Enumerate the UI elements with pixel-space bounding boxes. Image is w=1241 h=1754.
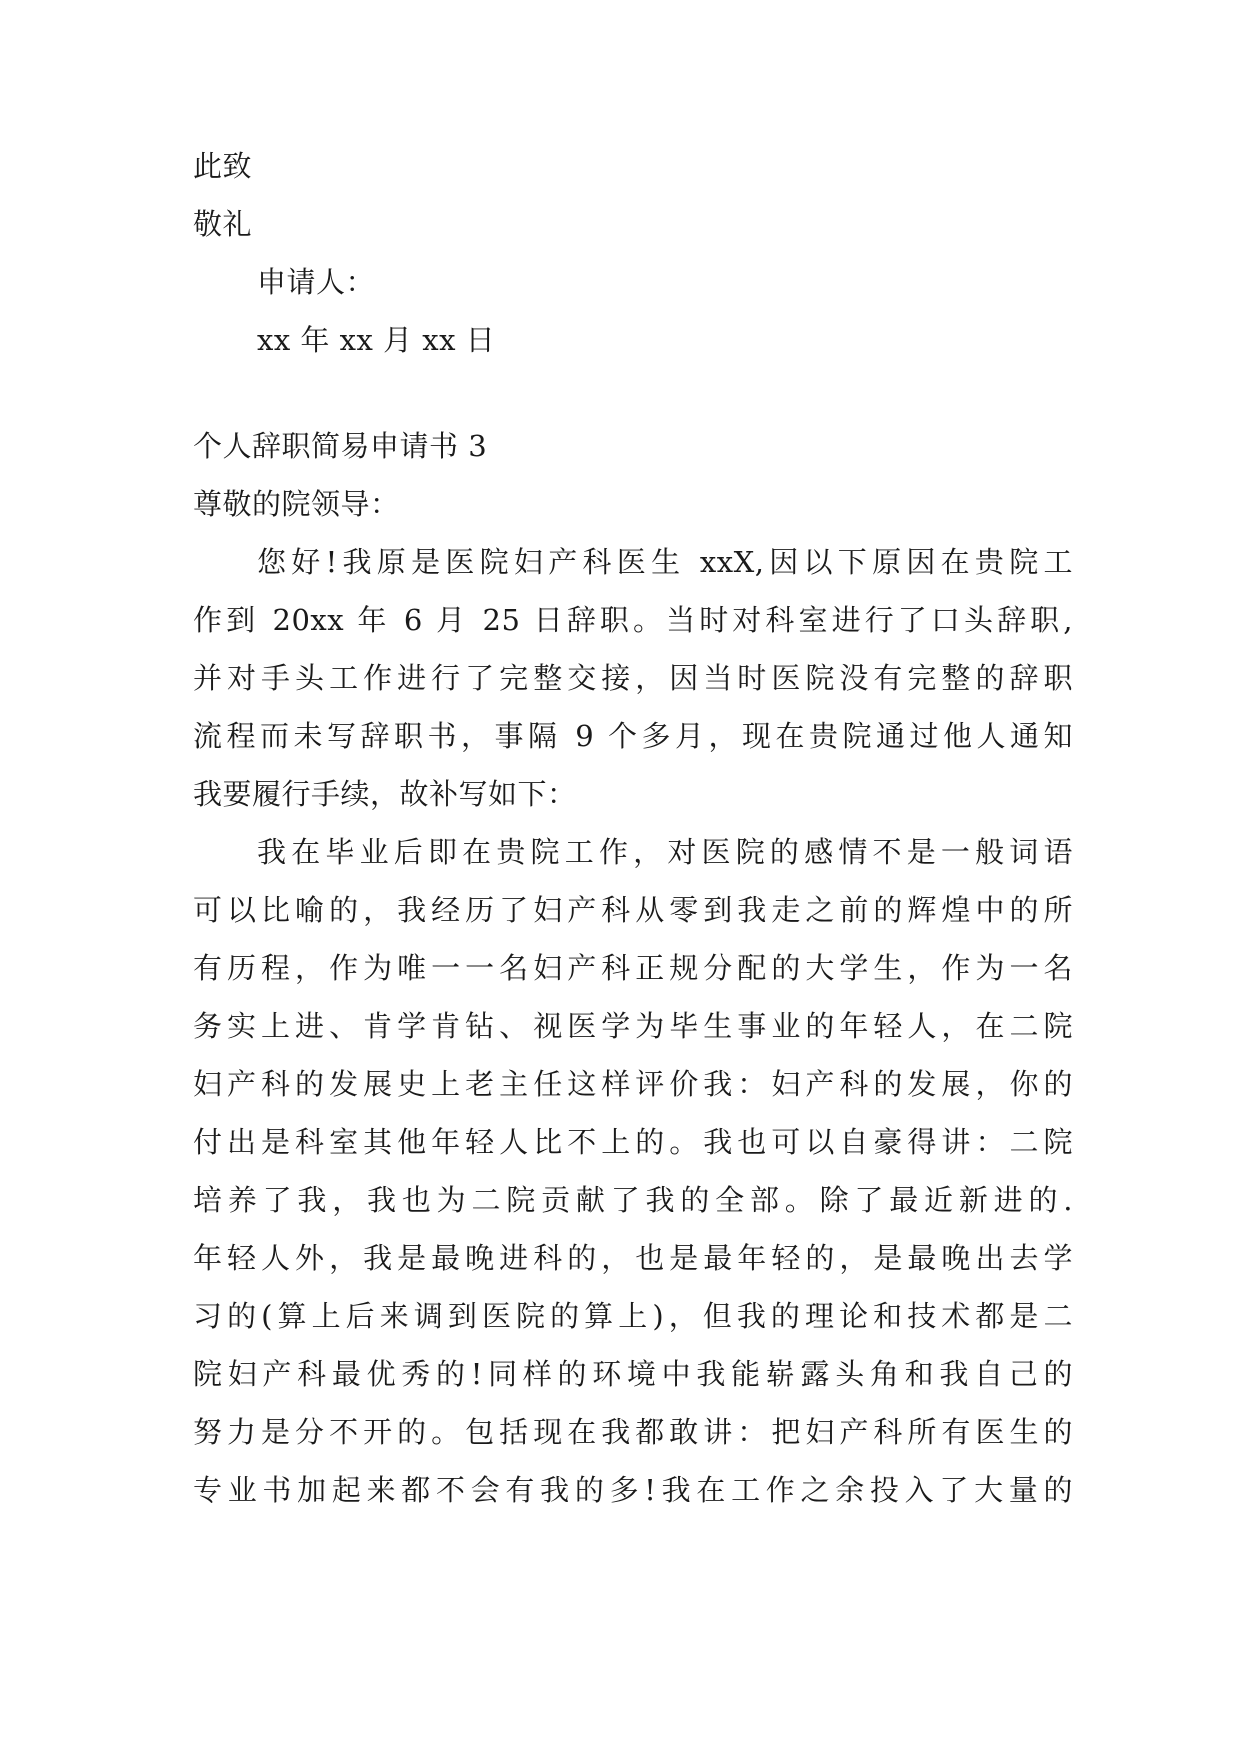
paragraph2-line: 年轻人外，我是最晚进科的，也是最年轻的，是最晚出去学: [193, 1241, 1073, 1275]
paragraph2-line: 付出是科室其他年轻人比不上的。我也可以自豪得讲：二院: [193, 1125, 1073, 1159]
paragraph1-line: 您好!我原是医院妇产科医生 xxX,因以下原因在贵院工: [257, 545, 1073, 579]
paragraph2-line: 有历程，作为唯一一名妇产科正规分配的大学生，作为一名: [193, 951, 1073, 985]
paragraph2-line: 可以比喻的，我经历了妇产科从零到我走之前的辉煌中的所: [193, 893, 1073, 927]
closing-line-1: 此致: [193, 149, 253, 183]
paragraph1-line: 作到 20xx 年 6 月 25 日辞职。当时对科室进行了口头辞职,: [193, 603, 1073, 637]
paragraph2-line: 妇产科的发展史上老主任这样评价我：妇产科的发展，你的: [193, 1067, 1073, 1101]
paragraph2-line: 培养了我，我也为二院贡献了我的全部。除了最近新进的.: [193, 1183, 1073, 1217]
paragraph2-line: 我在毕业后即在贵院工作，对医院的感情不是一般词语: [257, 835, 1073, 869]
closing-line-2: 敬礼: [193, 207, 253, 241]
applicant-label: 申请人：: [257, 265, 376, 299]
paragraph2-line: 务实上进、肯学肯钻、视医学为毕生事业的年轻人，在二院: [193, 1009, 1073, 1043]
salutation: 尊敬的院领导：: [193, 487, 400, 521]
paragraph2-line: 专业书加起来都不会有我的多!我在工作之余投入了大量的: [193, 1473, 1073, 1507]
paragraph2-line: 习的(算上后来调到医院的算上)，但我的理论和技术都是二: [193, 1299, 1073, 1333]
paragraph2-line: 努力是分不开的。包括现在我都敢讲：把妇产科所有医生的: [193, 1415, 1073, 1449]
paragraph1-line: 我要履行手续，故补写如下：: [193, 777, 577, 811]
paragraph1-line: 流程而未写辞职书，事隔 9 个多月，现在贵院通过他人通知: [193, 719, 1073, 753]
paragraph1-line: 并对手头工作进行了完整交接，因当时医院没有完整的辞职: [193, 661, 1073, 695]
paragraph2-line: 院妇产科最优秀的!同样的环境中我能崭露头角和我自己的: [193, 1357, 1073, 1391]
signature-date: xx 年 xx 月 xx 日: [257, 323, 496, 357]
section-title: 个人辞职简易申请书 3: [193, 429, 488, 463]
